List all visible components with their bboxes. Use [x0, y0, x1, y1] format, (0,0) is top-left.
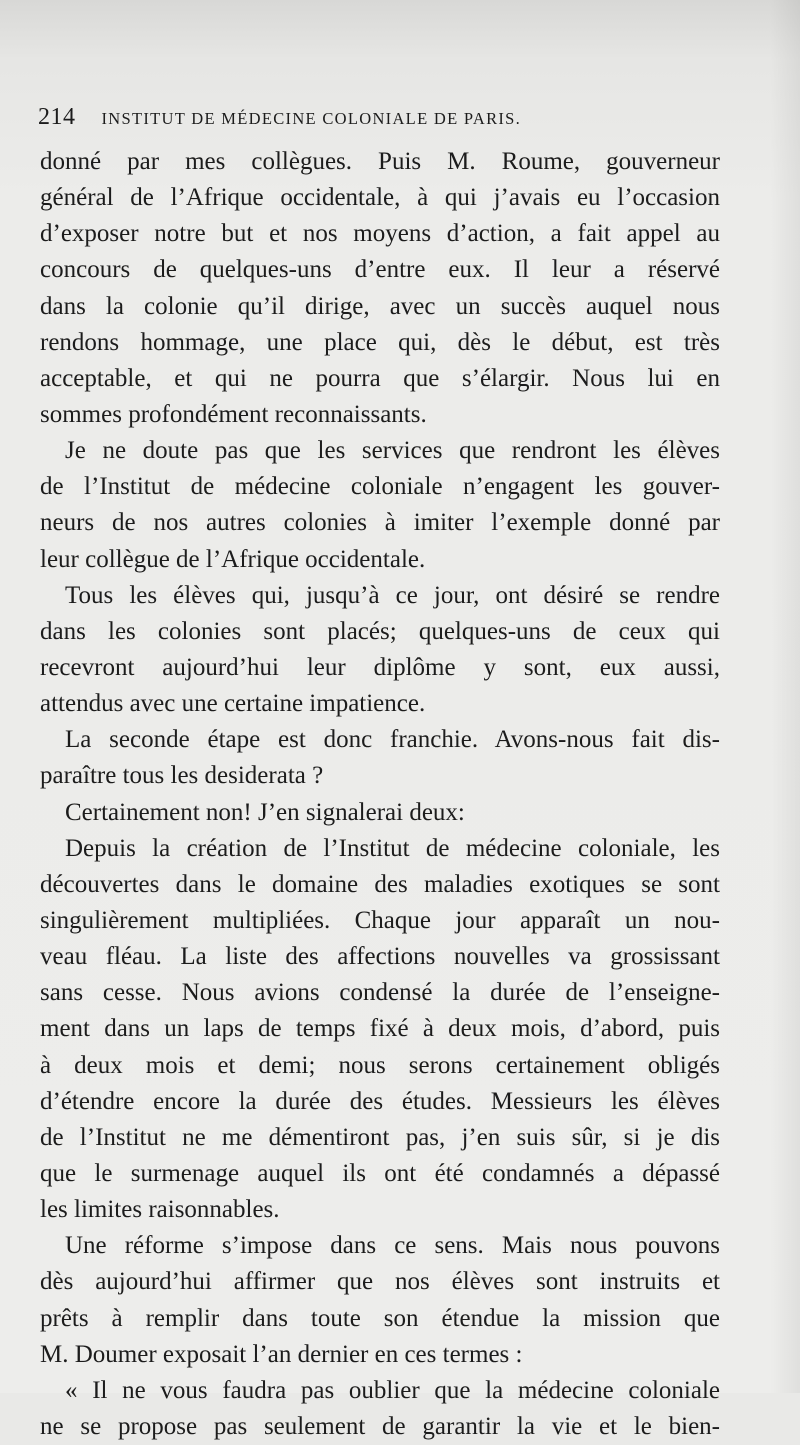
page-edge-shadow — [770, 0, 800, 1393]
text-line: donné par mes collègues. Puis M. Roume, gouverneur — [40, 148, 720, 175]
text-line: les limites raisonnables. — [40, 1196, 280, 1224]
text-line: découvertes dans le domaine des maladies exotiques se sont — [40, 870, 720, 898]
text-line: paraître tous les desiderata ? — [40, 762, 324, 790]
running-title: INSTITUT DE MÉDECINE COLONIALE DE PARIS. — [101, 109, 522, 128]
text-line: général de l’Afrique occidentale, à qui j’avais eu l’occasion — [40, 184, 720, 212]
text-line: La seconde étape est donc franchie. Avons-nous fait dis- — [65, 726, 720, 754]
text-line: singulièrement multipliées. Chaque jour apparaît un nou- — [40, 906, 720, 934]
text-line: recevront aujourd’hui leur diplôme y sont, eux aussi, — [40, 653, 720, 681]
text-line: Une réforme s’impose dans ce sens. Mais nous pouvons — [65, 1232, 720, 1260]
text-line: dans la colonie qu’il dirige, avec un succès auquel nous — [40, 292, 720, 320]
text-line: concours de quelques-uns d’entre eux. Il leur a réservé — [40, 256, 720, 284]
body-text — [40, 144, 720, 1445]
text-line: Tous les élèves qui, jusqu’à ce jour, ont désiré se rendre — [65, 581, 720, 609]
text-line: « Il ne vous faudra pas oublier que la médecine coloniale — [65, 1376, 720, 1404]
text-line: de l’Institut de médecine coloniale n’engagent les gouver- — [40, 473, 720, 501]
text-line: sans cesse. Nous avions condensé la durée de l’enseigne- — [40, 979, 720, 1007]
text-line: neurs de nos autres colonies à imiter l’exemple donné par — [40, 509, 720, 537]
text-line: d’étendre encore la durée des études. Messieurs les élèves — [40, 1087, 720, 1115]
text-line: Depuis la création de l’Institut de médecine coloniale, les — [65, 834, 720, 862]
text-line: dès aujourd’hui affirmer que nos élèves sont instruits et — [40, 1268, 720, 1296]
text-line: Certainement non! J’en signalerai deux: — [65, 798, 465, 826]
text-line: leur collègue de l’Afrique occidentale. — [40, 545, 426, 573]
text-line: M. Doumer exposait l’an dernier en ces termes : — [40, 1340, 523, 1368]
text-line: acceptable, et qui ne pourra que s’élargir. Nous lui en — [40, 364, 720, 392]
text-line: de l’Institut ne me démentiront pas, j’en suis sûr, si je dis — [40, 1123, 720, 1151]
text-line: ne se propose pas seulement de garantir la vie et le bien- — [40, 1412, 720, 1440]
text-line: sommes profondément reconnaissants. — [40, 400, 427, 428]
page-number: 214 — [38, 104, 76, 130]
text-line: que le surmenage auquel ils ont été condamnés a dépassé — [40, 1159, 720, 1187]
text-line: ment dans un laps de temps fixé à deux mois, d’abord, puis — [40, 1015, 720, 1043]
text-line: dans les colonies sont placés; quelques-uns de ceux qui — [40, 617, 720, 645]
text-line: Je ne doute pas que les services que rendront les élèves — [65, 437, 720, 465]
page-header — [38, 104, 758, 136]
text-line: attendus avec une certaine impatience. — [40, 690, 426, 718]
text-line: à deux mois et demi; nous serons certainement obligés — [40, 1051, 720, 1079]
text-line: rendons hommage, une place qui, dès le début, est très — [40, 328, 720, 356]
text-line: veau fléau. La liste des affections nouvelles va grossissant — [40, 943, 720, 971]
text-line: d’exposer notre but et nos moyens d’action, a fait appel au — [40, 220, 720, 248]
text-line: prêts à remplir dans toute son étendue la mission que — [40, 1304, 720, 1332]
